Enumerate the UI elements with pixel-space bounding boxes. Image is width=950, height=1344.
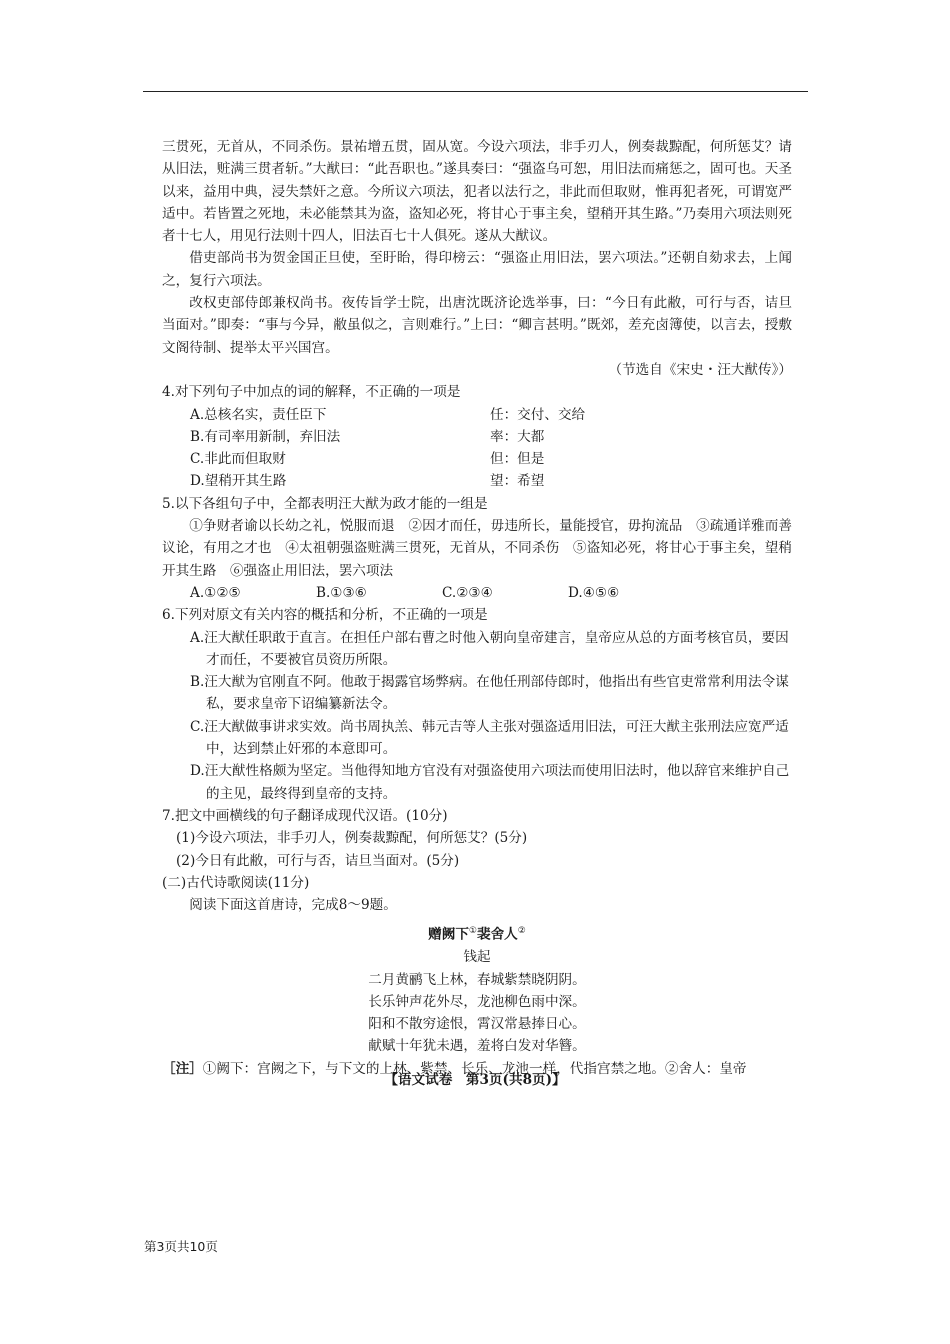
question-5-stem: 5.以下各组句子中，全都表明汪大猷为政才能的一组是	[162, 495, 488, 512]
q5-body: ①争财者谕以长幼之礼，悦服而退 ②因才而任，毋违所长，量能授官，毋拘流品 ③疏通详雅而善议论，有用之才也 ④太祖朝强盗赃满三贯死，无首从，不同杀伤 ⑤盗知必死，将甘心于事主矣，望稍开其生路 ⑥强盗止用旧法，罢六项法	[162, 518, 792, 579]
q7-item-2: (2)今日有此敝，可行与否，诘旦当面对。(5分)	[176, 852, 460, 869]
passage-paragraph-1: 三贯死，无首从，不同杀伤。景祐增五贯，固从宽。今设六项法，非手刃人，例奏裁黥配，何所惩艾？请从旧法，赃满三贯者斩。”大猷曰：“此吾职也。”遂具奏曰：“强盗乌可恕，用旧法而痛惩之，固可也。天圣以来，益用中典，浸失禁奸之意。今所议六项法，犯者以法行之，非此而但取财，惟再犯者死，可谓宽严适中。若皆置之死地，未必能禁其为盗，盗知必死，将甘心于事主矣，望稍开其生路。”乃奏用六项法则死者十七人，用见行法则十四人，旧法百七十人俱死。遂从大猷议。	[162, 139, 792, 245]
passage-paragraph-2: 借吏部尚书为贺金国正旦使，至盱眙，得印榜云：“强盗止用旧法，罢六项法。”还朝自劾求去，上闻之，复行六项法。	[162, 250, 792, 289]
poem-author: 钱起	[463, 949, 491, 966]
q7-item-1: (1)今设六项法，非手刃人，例奏裁黥配，何所惩艾？(5分)	[176, 830, 528, 847]
q5-choice-b: B.①③⑥	[316, 584, 367, 601]
q5-choice-a: A.①②⑤	[190, 584, 241, 601]
question-6-stem: 6.下列对原文有关内容的概括和分析，不正确的一项是	[162, 607, 488, 624]
section-2-intro: 阅读下面这首唐诗，完成8～9题。	[189, 897, 397, 914]
poem-note-marker-2: ②	[517, 926, 526, 937]
poem-note-label: ［注］	[162, 1060, 203, 1077]
q6-option-c: C.汪大猷做事讲求实效。尚书周执羔、韩元吉等人主张对强盗适用旧法，可汪大猷主张刑法应宽严适中，达到禁止奸邪的本意即可。	[190, 718, 789, 758]
q6-option-d: D.汪大猷性格颇为坚定。当他得知地方官没有对强盗使用六项法而使用旧法时，他以辞官来维护自己的主见，最终得到皇帝的支持。	[190, 763, 790, 802]
poem-note-marker-1: ①	[468, 926, 477, 937]
q5-choices	[162, 582, 792, 604]
poem-line-1: 二月黄鹂飞上林，春城紫禁晓阴阴。	[368, 971, 586, 988]
q5-choice-c: C.②③④	[442, 584, 493, 601]
poem-line-2: 长乐钟声花外尽，龙池柳色雨中深。	[368, 993, 586, 1010]
q6-option-a: A.汪大猷任职敢于直言。在担任户部右曹之时他入朝向皇帝建言，皇帝应从总的方面考核官员，要因才而任，不要被官员资历所限。	[190, 629, 789, 668]
poem-line-4: 献赋十年犹未遇，羞将白发对华簪。	[368, 1038, 586, 1055]
exam-content	[162, 136, 792, 1080]
question-4-stem: 4.对下列句子中加点的词的解释，不正确的一项是	[162, 384, 461, 401]
question-7-stem: 7.把文中画横线的句子翻译成现代汉语。(10分)	[162, 807, 448, 824]
page-footer: 【语文试卷 第3页(共8页)】	[384, 1072, 566, 1088]
q4-option-a: A.总核名实，责任臣下 任：交付、交给	[190, 406, 586, 423]
q4-option-c: C.非此而但取财 但：但是	[190, 451, 545, 468]
q6-option-b: B.汪大猷为官刚直不阿。他敢于揭露官场弊病。在他任刑部侍郎时，他指出有些官吏常常利用法令谋私，要求皇帝下诏编纂新法令。	[190, 674, 789, 713]
passage-paragraph-3: 改权吏部侍郎兼权尚书。夜传旨学士院，出唐沈既济论选举事，曰：“今日有此敝，可行与否，诘旦当面对。”即奏：“事与今异，敝虽似之，言则难行。”上曰：“卿言甚明。”既郊，差充卤簿使，以言去，授敷文阁待制、提举太平兴国宫。	[162, 295, 792, 356]
document-page-count: 第3页共10页	[144, 1239, 218, 1254]
q4-option-b: B.有司率用新制，弃旧法 率：大都	[190, 428, 545, 445]
poem-line-3: 阳和不散穷途恨，霄汉常悬捧日心。	[368, 1016, 586, 1033]
header-rule	[143, 91, 808, 92]
poem-note-text: ①阙下：宫阙之下，与下文的上林、紫禁、长乐、龙池一样，代指宫禁之地。②舍人：皇帝	[202, 1060, 747, 1077]
section-2-heading: (二)古代诗歌阅读(11分)	[162, 874, 310, 891]
passage-source: （节选自《宋史・汪大猷传》）	[608, 361, 792, 378]
q5-choice-d: D.④⑤⑥	[568, 584, 620, 601]
poem-title: 赠阙下①裴舍人②	[428, 926, 526, 943]
q4-option-d: D.望稍开其生路 望：希望	[190, 473, 545, 490]
